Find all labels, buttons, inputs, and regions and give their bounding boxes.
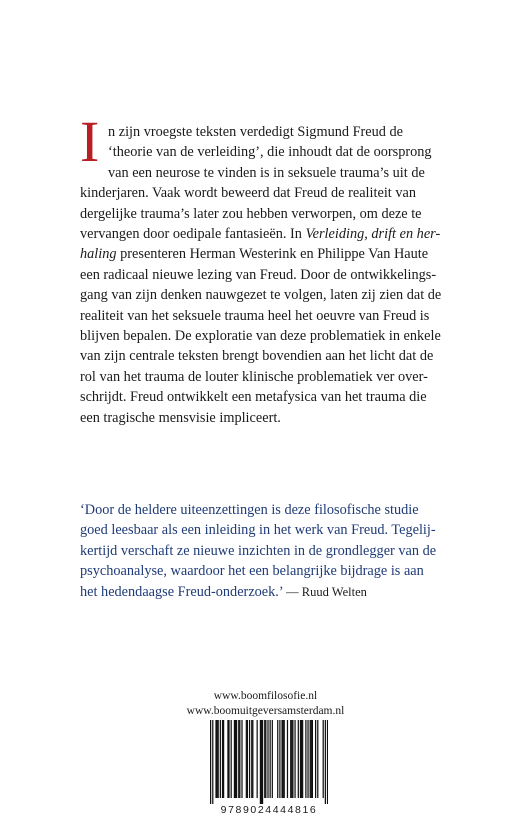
barcode-bar (227, 720, 228, 798)
barcode-bar (287, 720, 288, 798)
barcode-bars (210, 720, 328, 804)
barcode-bar (239, 720, 240, 798)
blurb-line-text: vervangen door oedipale fantasieën. In (80, 226, 302, 243)
barcode-bar (310, 720, 311, 798)
book-title-italic: Verleiding, drift en her- (305, 226, 441, 243)
barcode-bar (235, 720, 236, 798)
barcode-bar (305, 720, 306, 798)
quote-line: psychoanalyse, waardoor het een belangrijke bijdrage is aan (80, 563, 424, 580)
blurb-line: blijven bepalen. De exploratie van deze problematiek in enkele (80, 328, 441, 345)
quote-line: kertijd verschaft ze nieuwe inzichten in de grondlegger van de (80, 542, 437, 559)
barcode-bar (241, 720, 242, 798)
barcode-bar (247, 720, 248, 798)
drop-cap: I (80, 109, 100, 174)
barcode-bar (290, 720, 291, 798)
barcode-bar (277, 720, 278, 798)
blurb-line (80, 244, 480, 264)
blurb-line: een radicaal nieuwe lezing van Freud. Door de ontwikkelings- (80, 266, 437, 283)
book-title-italic: haling (80, 246, 117, 263)
barcode-bar (223, 720, 224, 798)
barcode-bar (257, 720, 258, 798)
barcode-bar (312, 720, 313, 798)
barcode-bar (283, 720, 284, 798)
barcode-bar (292, 720, 293, 798)
blurb-line: gang van zijn denken nauwgezet te volgen, laten zij zien dat de (80, 287, 442, 304)
barcode-bar (231, 720, 232, 798)
barcode-bar (270, 720, 271, 798)
barcode-bar (264, 720, 265, 798)
barcode-bar (281, 720, 282, 798)
barcode-bar (220, 720, 221, 798)
barcode-bar (228, 720, 229, 798)
barcode-bar (246, 720, 247, 798)
quote-author: — Ruud Welten (286, 584, 367, 599)
barcode-bar (218, 720, 219, 798)
barcode-bar (311, 720, 312, 798)
blurb-line: schrijdt. Freud ontwikkelt een metafysica van het trauma die (80, 389, 427, 406)
barcode-bar (210, 720, 211, 804)
quote-line-text: het hedendaagse Freud-onderzoek.’ (80, 583, 283, 600)
barcode-bar (234, 720, 235, 798)
barcode-bar (315, 720, 316, 798)
barcode-bar (222, 720, 223, 798)
barcode (210, 720, 328, 806)
barcode-bar (284, 720, 285, 798)
barcode-bar (262, 720, 263, 804)
barcode-bar (236, 720, 237, 798)
barcode-bar (317, 720, 318, 798)
barcode-bar (307, 720, 308, 798)
barcode-bar (260, 720, 261, 804)
publisher-urls (0, 689, 531, 718)
barcode-bar (325, 720, 326, 804)
blurb-line (80, 224, 480, 244)
barcode-bar (291, 720, 292, 798)
barcode-bar (261, 720, 262, 804)
isbn-number: 9789024444816 (220, 804, 318, 816)
barcode-bar (252, 720, 253, 798)
blurb-line: kinderjaren. Vaak wordt beweerd dat Freud de realiteit van (80, 185, 416, 202)
blurb-line-text: presenteren Herman Westerink en Philippe Van Haute (120, 246, 429, 263)
blurb-line: n zijn vroegste teksten verdedigt Sigmund Freud de (108, 124, 404, 140)
barcode-bar (238, 720, 239, 798)
review-quote (80, 500, 500, 602)
barcode-bar (327, 720, 328, 804)
quote-line: goed leesbaar als een inleiding in het werk van Freud. Tegelij- (80, 522, 436, 539)
barcode-bar (279, 720, 280, 798)
barcode-bar (265, 720, 266, 798)
quote-line: ‘Door de heldere uiteenzettingen is deze filosofische studie (80, 502, 419, 518)
barcode-bar (212, 720, 213, 804)
quote-line (80, 582, 500, 602)
blurb-line: realiteit van het seksuele trauma heel het oeuvre van Freud is (80, 307, 430, 324)
blurb-line: van zijn centrale teksten brengt bovendien aan het licht dat de (80, 348, 434, 365)
barcode-bar (267, 720, 268, 798)
barcode-bar (215, 720, 216, 798)
barcode-bar (294, 720, 295, 798)
blurb-line: ‘theorie van de verleiding’, die inhoudt dat de oorsprong (108, 144, 432, 161)
barcode-bar (249, 720, 250, 798)
blurb-line: rol van het trauma de louter klinische problematiek ver over- (80, 368, 428, 385)
barcode-bar (251, 720, 252, 798)
url-boomuitgevers[interactable]: www.boomuitgeversamsterdam.nl (186, 704, 345, 717)
barcode-bar (323, 720, 324, 798)
barcode-bar (300, 720, 301, 798)
url-boomfilosofie[interactable]: www.boomfilosofie.nl (213, 690, 318, 702)
barcode-bar (298, 720, 299, 798)
barcode-bar (272, 720, 273, 798)
blurb-line: dergelijke trauma’s later zou hebben verworpen, om deze te (80, 205, 422, 222)
barcode-bar (217, 720, 218, 798)
blurb-line: een tragische mensvisie impliceert. (80, 409, 281, 426)
barcode-bar (302, 720, 303, 798)
blurb-line: van een neurose te vinden is in seksuele trauma’s uit de (108, 164, 425, 181)
blurb-paragraph (80, 122, 480, 428)
barcode-bar (301, 720, 302, 798)
